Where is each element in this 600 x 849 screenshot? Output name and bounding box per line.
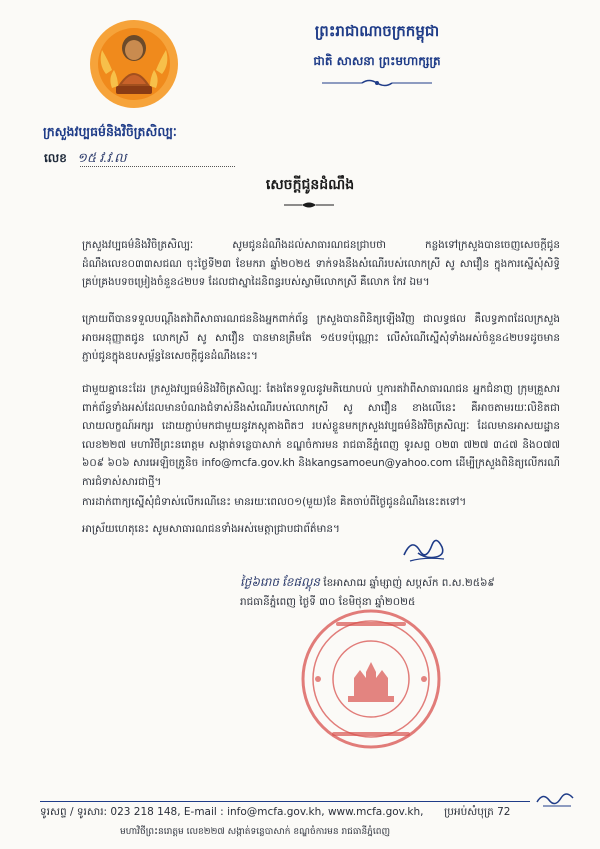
place-date-line: រាជធានីភ្នំពេញ ថ្ងៃទី ៣០ ខែមិថុនា ឆ្នាំ២០២៥	[240, 596, 416, 608]
footer-address: មហាវិថីព្រះនរោត្តម លេខ២២៧ សង្កាត់ទន្លេបាសាក់ ខណ្ឌចំការមន រាជធានីភ្នំពេញ	[120, 827, 391, 837]
footer-email: info@mcfa.gov.kh	[227, 806, 322, 818]
kingdom-heading: ព្រះរាជាណាចក្រកម្ពុជា	[314, 22, 440, 40]
footer-pobox-label: ប្រអប់សំបុត្រ	[444, 806, 494, 818]
lunar-date-line	[240, 574, 570, 592]
motto-ornament-icon	[322, 78, 432, 88]
footer-divider	[40, 801, 530, 802]
ministry-seal-icon	[296, 604, 446, 754]
paragraph-4: ការដាក់ពាក្យស្នើសុំជំទាស់លើករណីនេះ មានរយៈពេល០១(មួយ)ខែ គិតចាប់ពីថ្ងៃជូនដំណឹងនេះតទៅ។	[82, 496, 467, 508]
paragraph-5: អាស្រ័យហេតុនេះ សូមសាធារណជនទាំងអស់មេត្តាជ្រាបជាព័ត៌មាន។	[82, 523, 340, 535]
paragraph-1: ក្រសួងវប្បធម៌និងវិចិត្រសិល្បៈ សូមជូនដំណឹងដល់សាធារណជនជ្រាបថា កន្លងទៅក្រសួងបានចេញសេចក្ដីជូនដំណឹងលេខ០៣៣សជណ ចុះថ្ងៃទី២៣ ខែមករា ឆ្នាំ២០២៥ ទាក់ទងនឹងសំណើរបស់លោកស្រី សូ សាវឿន ក្នុងការស្នើសុំសិទ្ធិគ្រប់គ្រងបទចម្រៀងចំនួន៤២បទ ដែលជាស្នាដៃនិពន្ធរបស់ស្វាមីលោកស្រី គឺលោក កែវ ឯម។	[82, 239, 560, 288]
lunar-date-handwritten: ថ្ងៃ៦រោច ខែផល្គុន	[240, 575, 321, 589]
paragraph-2: ក្រោយពីបានទទួលបណ្ដឹងតវ៉ាពីសាធារណជននិងអ្នកពាក់ព័ន្ធ ក្រសួងបានពិនិត្យឡើងវិញ ជាលទ្ធផល គឺលទ្ធភាពដែលក្រសួងអាចអនុញ្ញាតជូន លោកស្រី សូ សាវឿន បានមានត្រឹមតែ ១៥បទប៉ុណ្ណោះ លើសំណើស្នើសុំទាំងអស់ចំនួន៤២បទដូចមានភ្ជាប់ជូនក្នុងឧបសម្ព័ន្ធនៃសេចក្ដីជូនដំណឹងនេះ។	[82, 313, 560, 362]
national-motto: ជាតិ សាសនា ព្រះមហាក្សត្រ	[313, 54, 441, 68]
footer-website: , www.mcfa.gov.kh,	[321, 806, 424, 818]
footer-email-label: , E-mail :	[177, 806, 224, 818]
footer-contact-line	[40, 806, 560, 821]
ministry-emblem-icon	[86, 14, 182, 110]
ministry-name: ក្រសួងវប្បធម៌និងវិចិត្រសិល្បៈ	[43, 124, 177, 139]
lunar-date-text: ខែអាសាឍ ឆ្នាំម្សាញ់ សប្តស័ក ព.ស.២៥៦៩	[323, 577, 495, 589]
footer-phone-label: ទូរសព្ទ / ទូរសារ:	[40, 806, 108, 818]
reference-label: លេខ	[44, 151, 67, 165]
paragraph-3: ជាមួយគ្នានេះដែរ ក្រសួងវប្បធម៌និងវិចិត្រសិល្បៈ តែងតែទទួលនូវមតិយោបល់ ឬការតវ៉ាពីសាធារណជន អ្នកជំនាញ ក្រុមគ្រួសារពាក់ព័ន្ធទាំងអស់ដែលមានបំណងជំទាស់នឹងសំណើរបស់លោកស្រី សូ សាវឿន ខាងលើនេះ គឺអាចតាមរយៈលិខិតជាលាយលក្ខណ៍អក្សរ ដោយភ្ជាប់មកជាមួយនូវភស្តុតាងពិតៗ របស់ខ្លួនមកក្រសួងវប្បធម៌និងវិចិត្រសិល្បៈ ដែលមានអាសយដ្ឋាន លេខ២២៧ មហាវិថីព្រះនរោត្តម សង្កាត់ទន្លេបាសាក់ ខណ្ឌចំការមន រាជធានីភ្នំពេញ ទូរសព្ទ ០២៣ ៧២៧ ៣៤៧ និង០៧៧ ៦០៩ ៦០៦ សារអេឡិចត្រូនិច info@mcfa.gov.kh និងkangsamoeun@yahoo.com ដើម្បីក្រសួងពិនិត្យលើករណីការជំទាស់សារជាថ្មី។	[82, 383, 560, 488]
notice-title: សេចក្ដីជូនដំណឹង	[265, 177, 355, 193]
footer-pobox: 72	[497, 806, 511, 818]
title-ornament-icon	[284, 200, 334, 210]
footer-phone: 023 218 148	[110, 806, 178, 818]
reference-underline	[80, 166, 235, 167]
signature-mark	[400, 533, 450, 567]
reference-number: ១៥ វ.វ.ល	[77, 150, 127, 165]
